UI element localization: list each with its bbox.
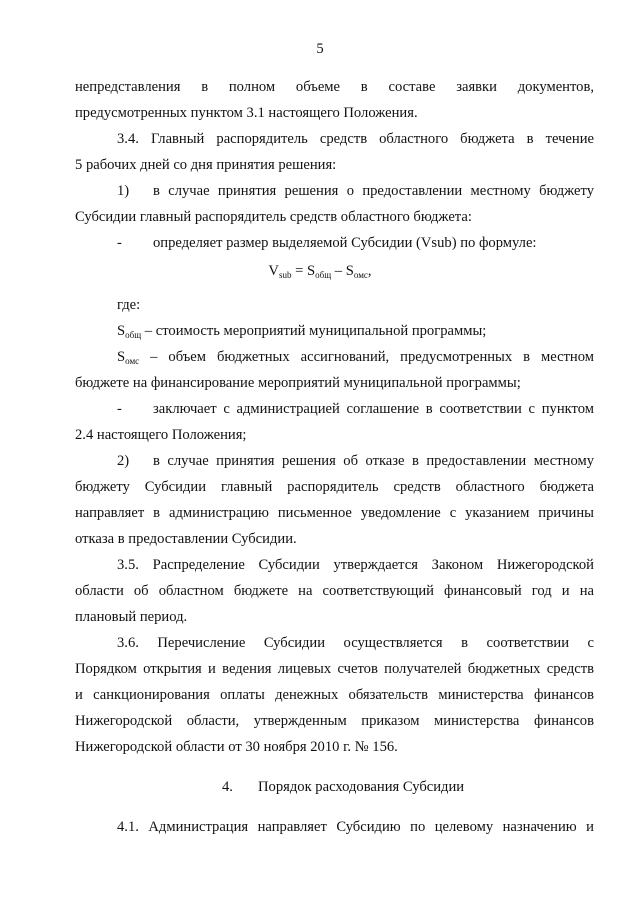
list-item-text: заключает с администрацией соглашение в соответствии с пунктом (153, 401, 594, 417)
text-line: бюджете на финансирование мероприятий муниципальной программы; (75, 375, 521, 391)
definition-line (117, 322, 486, 340)
text-line: где: (117, 297, 141, 313)
definition-line (117, 348, 594, 366)
symbol-subscript: общ (125, 330, 142, 340)
section-heading: Порядок расходования Субсидии (258, 779, 465, 795)
text-line: Субсидии главный распорядитель средств областного бюджета: (75, 209, 472, 225)
list-number: 1) (117, 183, 130, 199)
symbol-subscript: омс (125, 356, 140, 366)
formula-minus-s: – S (331, 263, 354, 279)
text-line: Нижегородской области от 30 ноября 2010 г. № 156. (75, 739, 398, 755)
formula-v: V (268, 263, 279, 279)
list-item-text: в случае принятия решения о предоставлении местному бюджету (153, 183, 594, 199)
definition-text: – стоимость мероприятий муниципальной программы; (141, 323, 487, 339)
text-line: непредставления в полном объеме в составе заявки документов, (75, 79, 594, 95)
text-line: 2.4 настоящего Положения; (75, 427, 247, 443)
page-number: 5 (316, 41, 324, 57)
list-item-text: в случае принятия решения об отказе в предоставлении местному (153, 453, 594, 469)
paragraph-3-6-start: 3.6. Перечисление Субсидии осуществляется в соответствии с (117, 635, 594, 651)
formula-v-subscript: sub (278, 270, 292, 280)
text-line: 5 рабочих дней со дня принятия решения: (75, 157, 337, 173)
formula (0, 262, 640, 280)
definition-text: – объем бюджетных ассигнований, предусмотренных в местном (139, 349, 594, 365)
text-line: и санкционирования оплаты денежных обязательств министерства финансов (75, 687, 594, 703)
formula-end: , (367, 263, 372, 279)
paragraph-3-4-start: 3.4. Главный распорядитель средств областного бюджета в течение (117, 131, 594, 147)
text-line: Нижегородской области, утвержденным приказом министерства финансов (75, 713, 594, 729)
symbol-s: S (117, 349, 126, 365)
text-line: области об областном бюджете на соответствующий финансовый год и на (75, 583, 594, 599)
text-line: плановый период. (75, 609, 188, 625)
text-line: бюджету Субсидии главный распорядитель средств областного бюджета (75, 479, 594, 495)
formula-equals-s: = S (291, 263, 316, 279)
text-line: предусмотренных пунктом 3.1 настоящего Положения. (75, 105, 418, 121)
formula-s2-subscript: омс (353, 270, 368, 280)
text-line: направляет в администрацию письменное уведомление с указанием причины (75, 505, 594, 521)
list-item-text: определяет размер выделяемой Субсидии (Vsub) по формуле: (153, 235, 537, 251)
paragraph-3-5-start: 3.5. Распределение Субсидии утверждается Законом Нижегородской (117, 557, 594, 573)
symbol-s: S (117, 323, 126, 339)
paragraph-4-1-start: 4.1. Администрация направляет Субсидию по целевому назначению и (117, 819, 594, 835)
section-heading-number: 4. (222, 779, 233, 795)
formula-s1-subscript: общ (315, 270, 332, 280)
list-dash: - (117, 235, 122, 251)
text-line: отказа в предоставлении Субсидии. (75, 531, 297, 547)
list-number: 2) (117, 453, 130, 469)
list-dash: - (117, 401, 122, 417)
text-line: Порядком открытия и ведения лицевых счетов получателей бюджетных средств (75, 661, 594, 677)
